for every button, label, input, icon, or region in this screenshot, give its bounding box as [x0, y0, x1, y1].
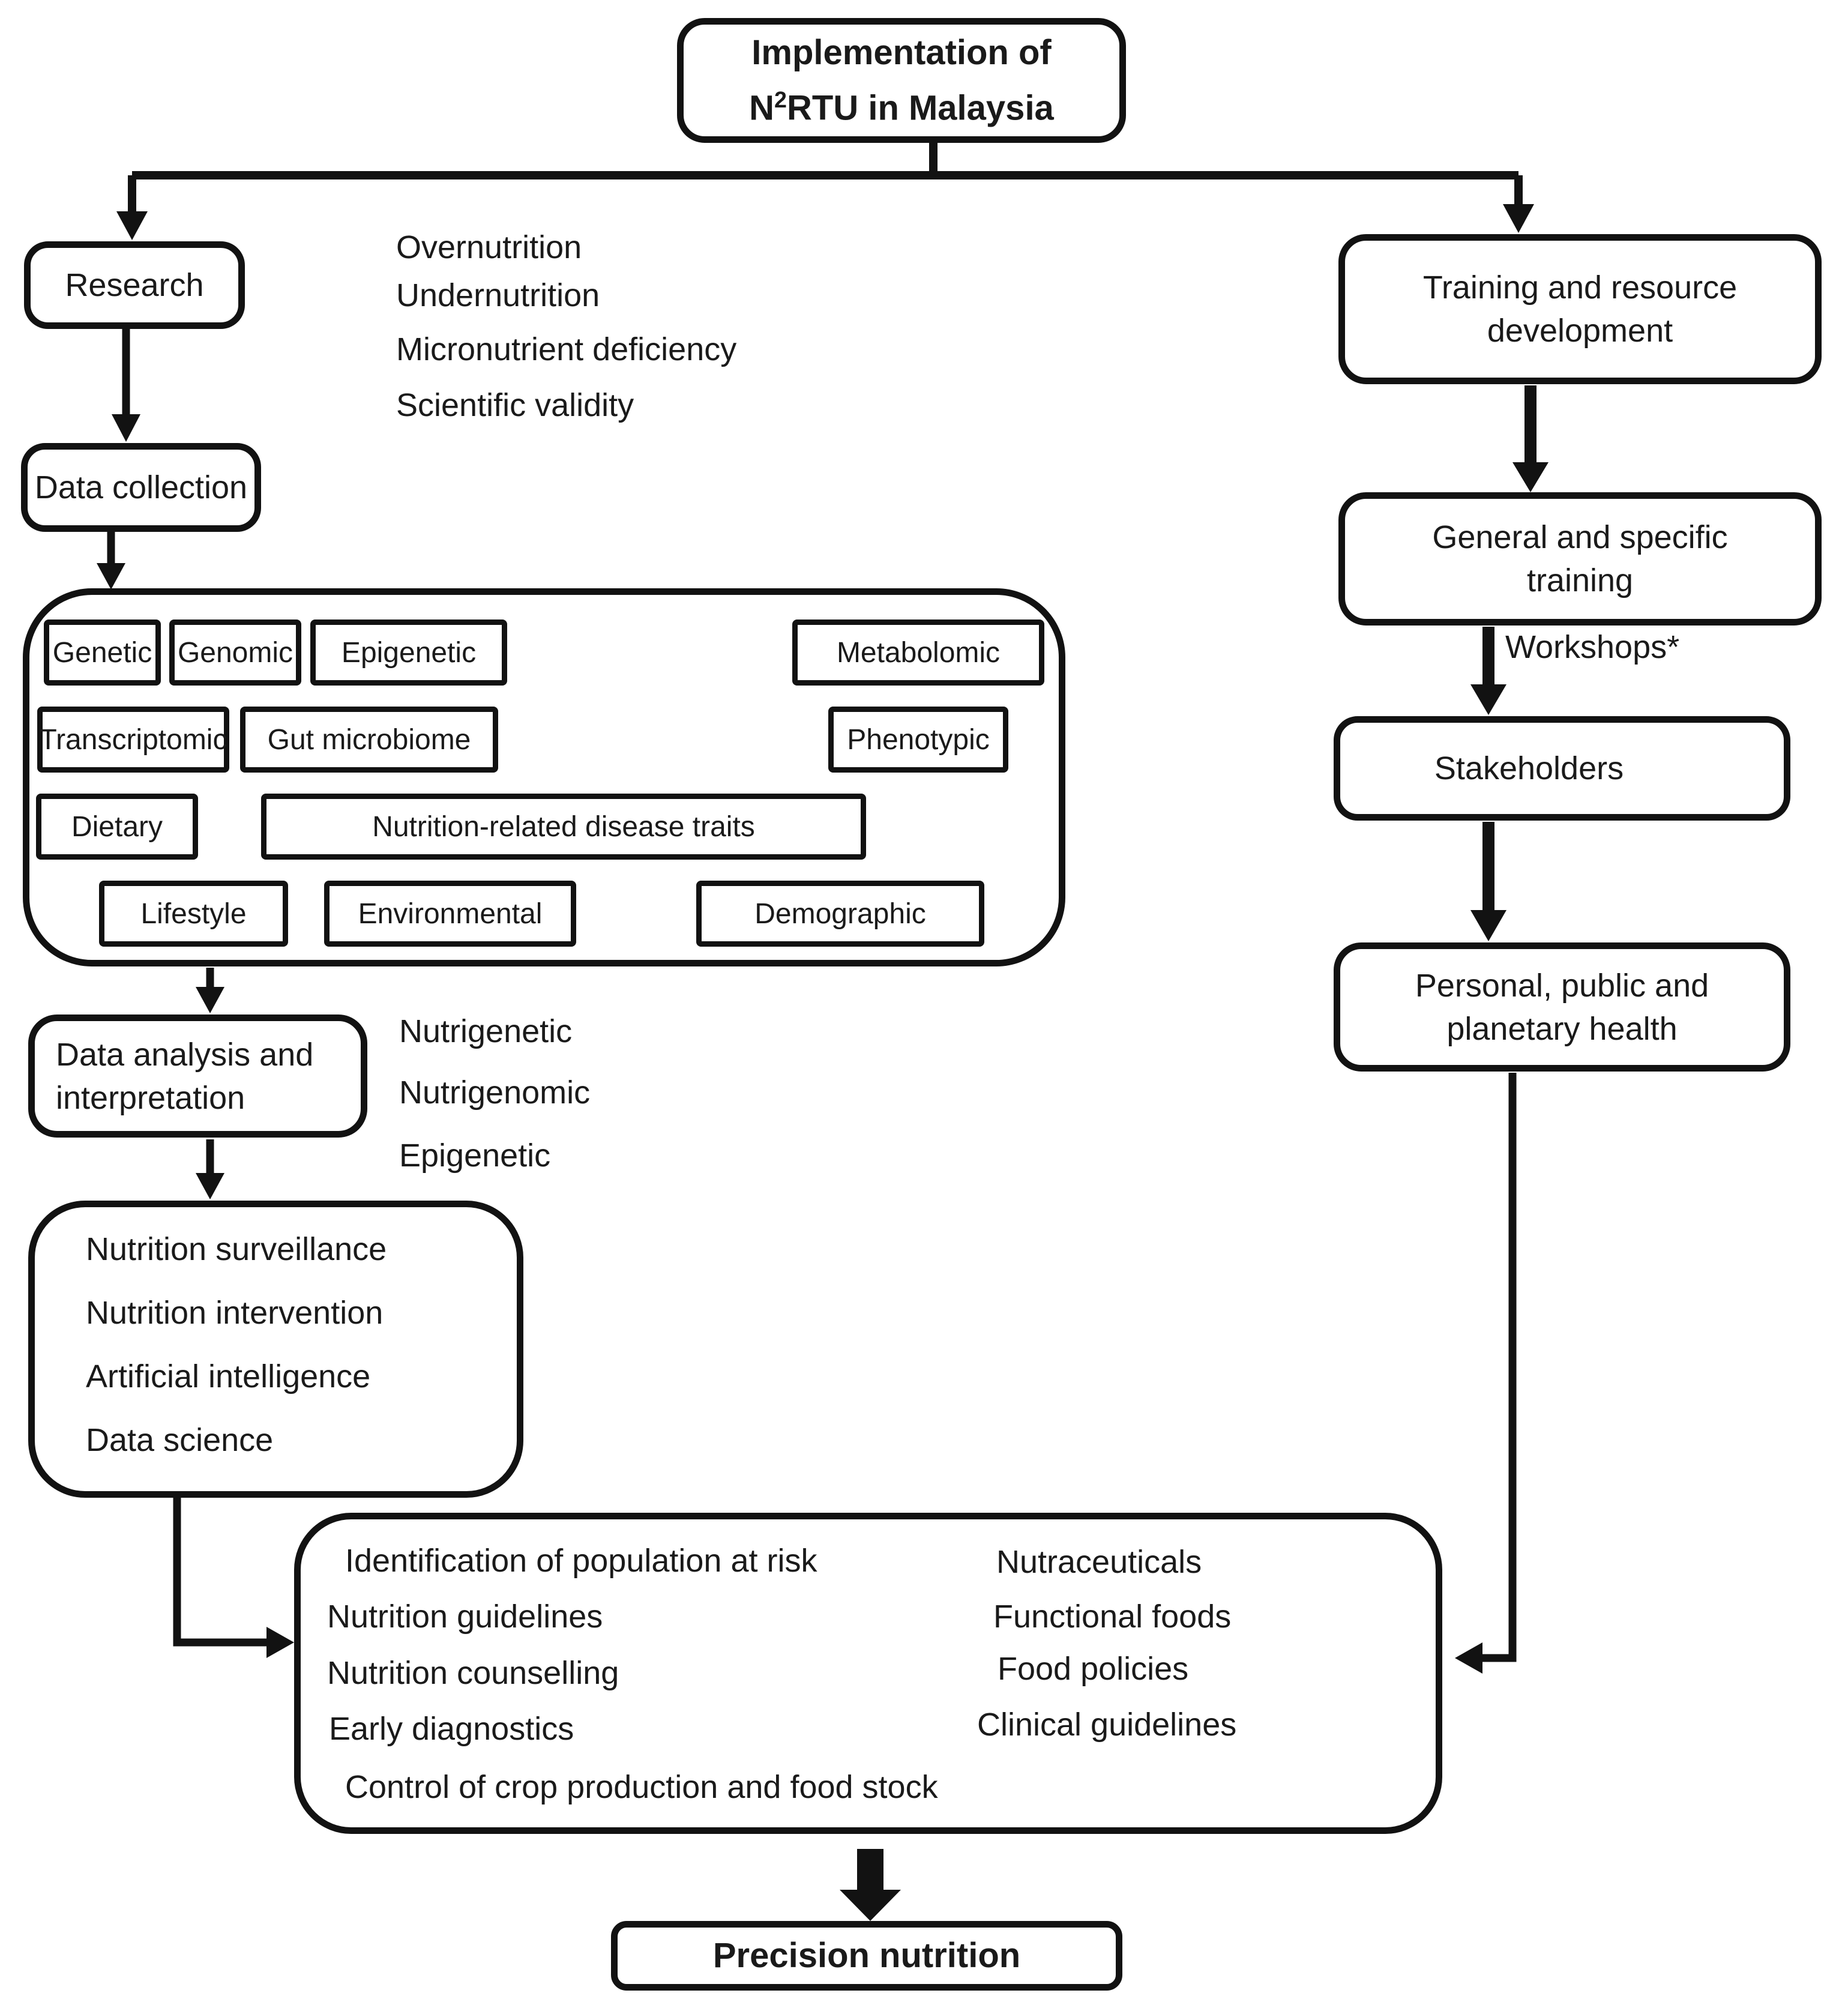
data-type-metabolomic: Metabolomic — [792, 620, 1044, 686]
method-item: Artificial intelligence — [86, 1358, 371, 1394]
data-type-gut-microbiome: Gut microbiome — [240, 707, 498, 773]
outcome-item: Functional foods — [993, 1599, 1232, 1635]
general-training-line1: General and specific — [1432, 519, 1728, 555]
arrow-methods-to-outcomes — [177, 1497, 294, 1658]
analysis-note: Epigenetic — [399, 1138, 551, 1174]
outcome-item: Food policies — [998, 1651, 1189, 1687]
outcome-item: Early diagnostics — [329, 1711, 574, 1747]
node-training — [1338, 234, 1822, 384]
arrow-personal-to-outcomes — [1455, 1073, 1512, 1674]
root-title-line2: $N^2RTU$ in Malaysia — [749, 86, 1054, 128]
research-label: Research — [65, 267, 204, 303]
data-analysis-line1: Data analysis and — [56, 1036, 314, 1073]
arrow-datacollection-to-datatypes — [97, 532, 125, 589]
data-collection-label: Data collection — [34, 469, 248, 505]
arrow-stakeholders-to-personal — [1470, 822, 1506, 941]
superscript-2: 2 — [774, 86, 787, 112]
node-personal-health — [1334, 942, 1790, 1072]
data-type-demographic: Demographic — [696, 881, 984, 947]
data-type-genomic: Genomic — [169, 620, 301, 686]
data-type-disease-traits: Nutrition-related disease traits — [261, 794, 866, 860]
node-methods — [28, 1201, 523, 1498]
arrow-workshops — [1470, 627, 1506, 715]
outcome-item-bottom: Control of crop production and food stock — [345, 1769, 938, 1805]
node-precision-nutrition — [611, 1921, 1122, 1991]
node-research — [24, 241, 245, 329]
root-title-line1: Implementation of — [751, 32, 1052, 72]
outcome-item: Identification of population at risk — [345, 1543, 817, 1579]
arrow-research-to-datacollection — [112, 329, 140, 442]
workshops-label: Workshops* — [1505, 629, 1680, 665]
outcome-item: Nutrition guidelines — [327, 1599, 603, 1635]
method-item: Nutrition surveillance — [86, 1231, 387, 1267]
node-data-analysis — [28, 1015, 367, 1138]
arrow-analysis-to-methods — [196, 1139, 224, 1199]
arrowhead-into-research — [116, 211, 148, 240]
data-type-environmental: Environmental — [324, 881, 576, 947]
research-note: Scientific validity — [396, 387, 634, 423]
data-type-lifestyle: Lifestyle — [99, 881, 288, 947]
method-item: Nutrition intervention — [86, 1295, 384, 1331]
research-note: Overnutrition — [396, 229, 582, 265]
outcome-item: Nutraceuticals — [996, 1544, 1202, 1580]
arrowhead-into-training — [1503, 204, 1534, 233]
training-line1: Training and resource — [1422, 270, 1738, 306]
stakeholders-label: Stakeholders — [1434, 750, 1624, 786]
personal-health-line2: planetary health — [1446, 1010, 1678, 1047]
analysis-note: Nutrigenetic — [399, 1013, 573, 1049]
outcome-item: Clinical guidelines — [977, 1707, 1237, 1743]
connector-root-split — [132, 142, 1518, 213]
method-item: Data science — [86, 1422, 274, 1458]
general-training-line2: training — [1526, 562, 1634, 598]
research-note: Undernutrition — [396, 277, 600, 313]
node-data-collection — [21, 443, 261, 532]
outcome-item: Nutrition counselling — [327, 1655, 619, 1691]
research-note: Micronutrient deficiency — [396, 331, 737, 367]
data-type-dietary: Dietary — [36, 794, 198, 860]
data-type-transcriptomic: Transcriptomic — [37, 707, 229, 773]
data-type-genetic: Genetic — [44, 620, 161, 686]
data-type-epigenetic: Epigenetic — [310, 620, 507, 686]
personal-health-line1: Personal, public and — [1415, 967, 1709, 1004]
precision-label: Precision nutrition — [712, 1936, 1021, 1975]
node-stakeholders — [1334, 716, 1790, 821]
analysis-note: Nutrigenomic — [399, 1075, 591, 1111]
node-general-training — [1338, 492, 1822, 626]
training-line2: development — [1487, 313, 1673, 349]
arrow-training-to-general — [1512, 385, 1549, 492]
data-type-phenotypic: Phenotypic — [828, 707, 1008, 773]
arrow-outcomes-to-precision — [840, 1849, 901, 1921]
arrow-datatypes-to-analysis — [196, 968, 224, 1013]
data-analysis-line2: interpretation — [56, 1079, 245, 1116]
node-root-title — [677, 18, 1126, 143]
